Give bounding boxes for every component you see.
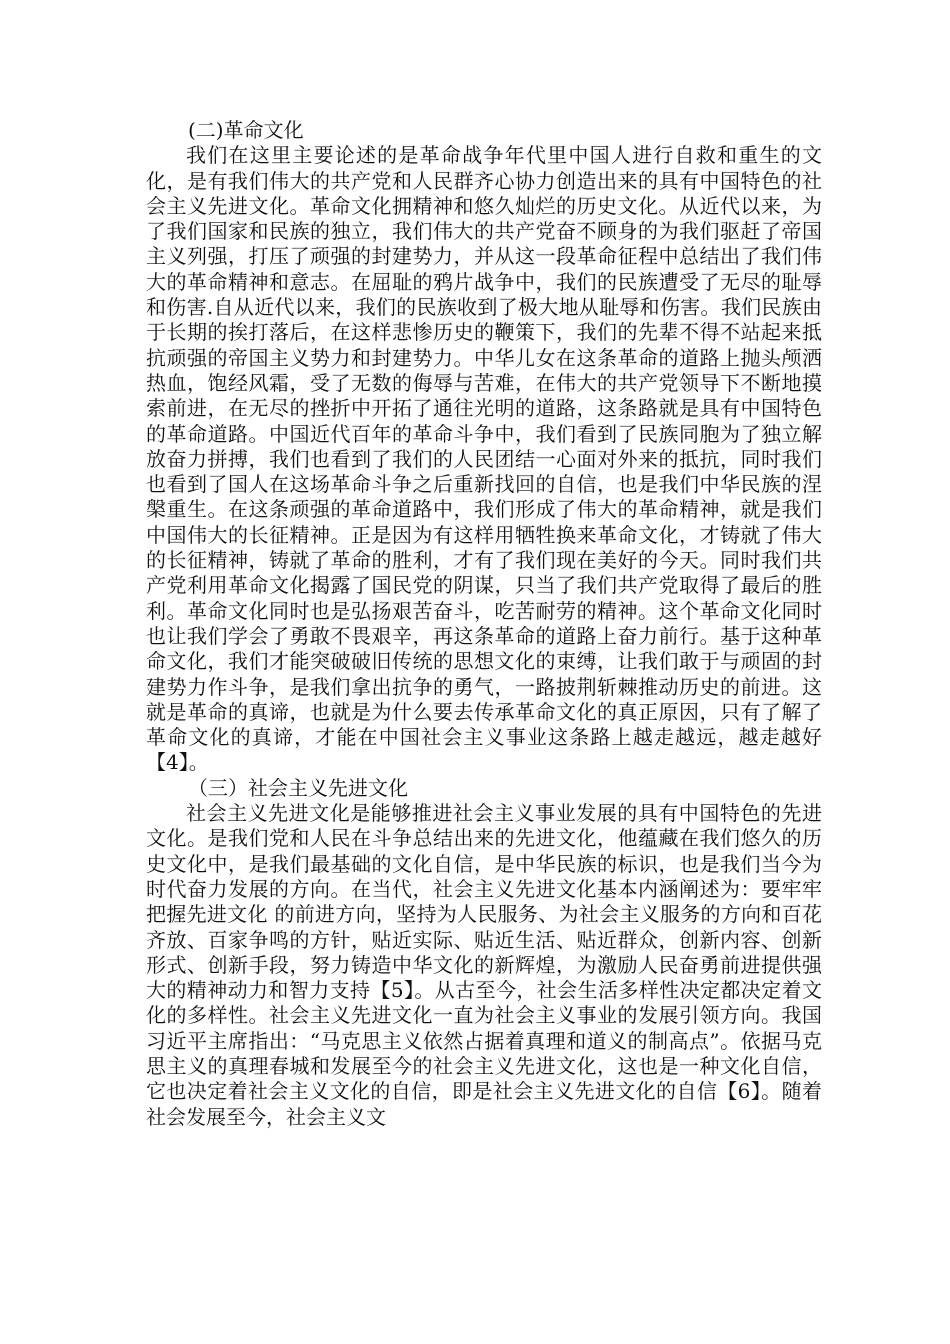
section-heading-socialist-advanced-culture: （三）社会主义先进文化 [188, 775, 408, 800]
paragraph-revolutionary-culture: 我们在这里主要论述的是革命战争年代里中国人进行自救和重生的文化，是有我们伟大的共产党和人民群齐心协力创造出来的具有中国特色的社会主义先进文化。革命文化拥精神和悠久灿烂的历史文化。从近代以来，为了我们国家和民族的独立，我们伟大的共产党奋不顾身的为我们驱赶了帝国主义列强，打压了顽强的封建势力，并从这一段革命征程中总结出了我们伟大的革命精神和意志。在屈耻的鸦片战争中，我们的民族遭受了无尽的耻辱和伤害.自从近代以来，我们的民族收到了极大地从耻辱和伤害。我们民族由于长期的挨打落后，在这样悲惨历史的鞭策下，我们的先辈不得不站起来抵抗顽强的帝国主义势力和封建势力。中华儿女在这条革命的道路上抛头颅洒热血，饱经风霜，受了无数的侮辱与苦难，在伟大的共产党领导下不断地摸索前进，在无尽的挫折中开拓了通往光明的道路，这条路就是具有中国特色的革命道路。中国近代百年的革命斗争中，我们看到了民族同胞为了独立解放奋力拼搏，我们也看到了我们的人民团结一心面对外来的抵抗，同时我们也看到了国人在这场革命斗争之后重新找回的自信，也是我们中华民族的涅槃重生。在这条顽强的革命道路中，我们形成了伟大的革命精神，就是我们中国伟大的长征精神。正是因为有这样用牺牲换来革命文化，才铸就了伟大的长征精神，铸就了革命的胜利，才有了我们现在美好的今天。同时我们共产党利用革命文化揭露了国民党的阴谋，只当了我们共产党取得了最后的胜利。革命文化同时也是弘扬艰苦奋斗，吃苦耐劳的精神。这个革命文化同时也让我们学会了勇敢不畏艰辛，再这条革命的道路上奋力前行。基于这种革命文化，我们才能突破破旧传统的思想文化的束缚，让我们敢于与顽固的封建势力作斗争，是我们拿出抗争的勇气，一路披荆斩棘推动历史的前进。这就是革命的真谛，也就是为什么要去传承革命文化的真正原因，只有了解了革命文化的真谛，才能在中国社会主义事业这条路上越走越远，越走越好【4】。 [146, 143, 822, 775]
document-page [146, 118, 822, 1130]
section-heading-revolutionary-culture: (二)革命文化 [188, 118, 304, 142]
paragraph-socialist-advanced-culture: 社会主义先进文化是能够推进社会主义事业发展的具有中国特色的先进文化。是我们党和人民在斗争总结出来的先进文化，他蕴藏在我们悠久的历史文化中，是我们最基础的文化自信，是中华民族的标识，也是我们当今为时代奋力发展的方向。在当代，社会主义先进文化基本内涵阐述为：要牢牢把握先进文化 的前进方向，坚持为人民服务、为社会主义服务的方向和百花齐放、百家争鸣的方针，贴近实际、贴近生活、贴近群众，创新内容、创新形式、创新手段，努力铸造中华文化的新辉煌，为激励人民奋勇前进提供强大的精神动力和智力支持【5】。从古至今，社会生活多样性决定都决定着文化的多样性。社会主义先进文化一直为社会主义事业的发展引领方向。我国习近平主席指出：“马克思主义依然占据着真理和道义的制高点”。依据马克思主义的真理春城和发展至今的社会主义先进文化，这也是一种文化自信，它也决定着社会主义文化的自信，即是社会主义先进文化的自信【6】。随着社会发展至今，社会主义文 [146, 801, 822, 1129]
